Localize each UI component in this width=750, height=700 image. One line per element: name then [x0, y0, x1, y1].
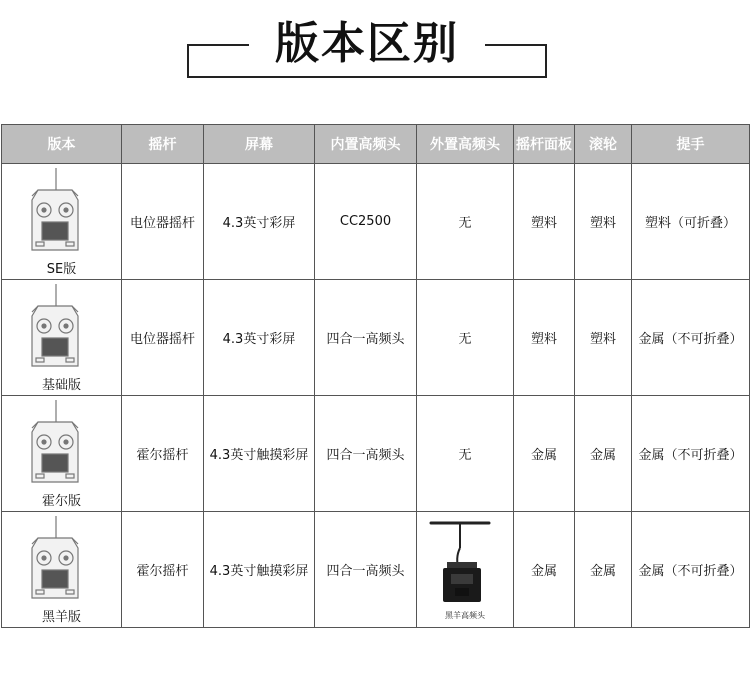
wheel-cell: 塑料 — [575, 164, 632, 280]
wheel-cell: 金属 — [575, 512, 632, 628]
external-rf-cell: 无 — [417, 280, 514, 396]
wheel-cell: 塑料 — [575, 280, 632, 396]
stick-cell: 霍尔摇杆 — [122, 396, 204, 512]
header-panel: 摇杆面板 — [514, 125, 575, 164]
handle-cell: 金属（不可折叠） — [632, 512, 750, 628]
panel-cell: 金属 — [514, 512, 575, 628]
table-row — [2, 512, 750, 628]
header-version: 版本 — [2, 125, 122, 164]
internal-rf-cell: 四合一高频头 — [315, 280, 417, 396]
external-rf-cell — [417, 512, 514, 628]
stick-cell: 电位器摇杆 — [122, 280, 204, 396]
rf-module-icon — [425, 518, 505, 622]
stick-cell: 电位器摇杆 — [122, 164, 204, 280]
title-frame — [187, 14, 547, 78]
internal-rf-cell: 四合一高频头 — [315, 396, 417, 512]
title-rule-bottom — [187, 76, 547, 78]
handle-cell: 金属（不可折叠） — [632, 280, 750, 396]
screen-cell: 4.3英寸彩屏 — [204, 280, 315, 396]
external-rf-cell: 无 — [417, 396, 514, 512]
table-row — [2, 396, 750, 512]
radio-transmitter-icon — [26, 282, 84, 378]
header-stick: 摇杆 — [122, 125, 204, 164]
screen-cell: 4.3英寸触摸彩屏 — [204, 512, 315, 628]
internal-rf-cell: CC2500 — [315, 164, 417, 280]
radio-transmitter-icon — [26, 398, 84, 494]
version-cell — [2, 512, 122, 628]
header-handle: 提手 — [632, 125, 750, 164]
handle-cell: 塑料（可折叠） — [632, 164, 750, 280]
stick-cell: 霍尔摇杆 — [122, 512, 204, 628]
radio-transmitter-icon — [26, 514, 84, 610]
radio-transmitter-icon — [26, 166, 84, 262]
version-name: 霍尔版 — [41, 494, 81, 509]
version-cell — [2, 164, 122, 280]
panel-cell: 塑料 — [514, 280, 575, 396]
screen-cell: 4.3英寸彩屏 — [204, 164, 315, 280]
version-cell — [2, 280, 122, 396]
panel-cell: 金属 — [514, 396, 575, 512]
handle-cell: 金属（不可折叠） — [632, 396, 750, 512]
header-screen: 屏幕 — [204, 125, 315, 164]
wheel-cell: 金属 — [575, 396, 632, 512]
version-name: SE版 — [46, 262, 77, 277]
external-rf-cell: 无 — [417, 164, 514, 280]
internal-rf-cell: 四合一高频头 — [315, 512, 417, 628]
version-name: 基础版 — [41, 378, 81, 393]
version-cell — [2, 396, 122, 512]
rf-module-caption: 黑羊高频头 — [445, 610, 485, 620]
header-wheel: 滚轮 — [575, 125, 632, 164]
header-external-rf: 外置高频头 — [417, 125, 514, 164]
panel-cell: 塑料 — [514, 164, 575, 280]
table-header-row — [2, 125, 750, 164]
version-name: 黑羊版 — [41, 610, 81, 625]
header-internal-rf: 内置高频头 — [315, 125, 417, 164]
screen-cell: 4.3英寸触摸彩屏 — [204, 396, 315, 512]
table-row — [2, 280, 750, 396]
table-row — [2, 164, 750, 280]
version-comparison-table — [1, 124, 750, 628]
page-title: 版本区别 — [275, 18, 459, 69]
